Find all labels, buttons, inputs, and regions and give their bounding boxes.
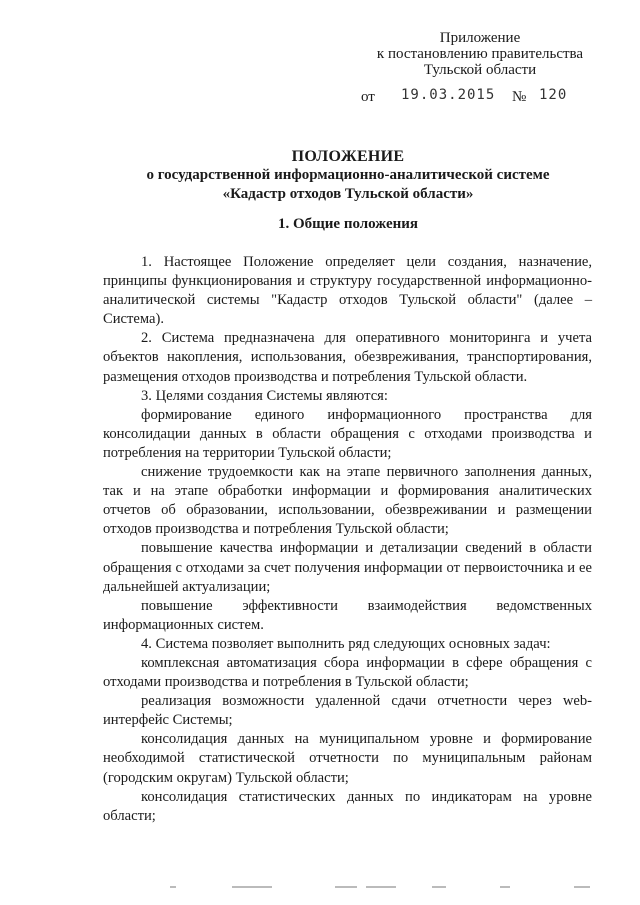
number-label: № bbox=[512, 89, 527, 105]
paragraph-task-4: консолидация статистических данных по индикаторам на уровне области; bbox=[103, 788, 592, 824]
date-label: от bbox=[361, 89, 375, 105]
title-line-3: «Кадастр отходов Тульской области» bbox=[222, 186, 474, 202]
document-number: 120 bbox=[539, 87, 568, 103]
section-body bbox=[103, 253, 592, 826]
paragraph-task-1: комплексная автоматизация сбора информации в сфере обращения с отходами производства и потребления в Тульской области; bbox=[103, 654, 592, 691]
paragraph-goal-3: повышение качества информации и детализации сведений в области обращения с отходами за счет получения информации от первоисточника и ее дальнейшей актуализации; bbox=[103, 540, 592, 595]
title-main: ПОЛОЖЕНИЕ bbox=[291, 148, 405, 165]
paragraph-goal-1: формирование единого информационного пространства для консолидации данных в области обращения с отходами производства и потребления на территории Тульской области; bbox=[103, 406, 592, 461]
appendix-block bbox=[370, 30, 590, 78]
paragraph-goal-2: снижение трудоемкости как на этапе первичного заполнения данных, так и на этапе обработки информации и формирования аналитических отчетов об образовании, использовании, обезвреживании и размещении отходов производства и потребления Тульской области; bbox=[103, 464, 592, 538]
paragraph-task-2: реализация возможности удаленной сдачи отчетности через web-интерфейс Системы; bbox=[103, 693, 592, 729]
appendix-line-3: Тульской области bbox=[423, 62, 537, 78]
document-title bbox=[60, 147, 636, 204]
paragraph-goal-4: повышение эффективности взаимодействия ведомственных информационных систем. bbox=[103, 597, 592, 633]
document-reference bbox=[361, 87, 568, 106]
appendix-line-2: к постановлению правительства bbox=[376, 46, 584, 62]
paragraph-3: 3. Целями создания Системы являются: bbox=[141, 387, 388, 404]
paragraph-1: 1. Настоящее Положение определяет цели создания, назначение, принципы функционирования и структуру государственной информационно-аналитической системы "Кадастр отходов Тульской области" (далее – Система). bbox=[103, 254, 592, 328]
section-heading: 1. Общие положения bbox=[277, 216, 419, 232]
paragraph-task-3: консолидация данных на муниципальном уровне и формирование необходимой статистической отчетности по муниципальным районам (городским округам) Тульской области; bbox=[103, 731, 592, 786]
scan-artifacts bbox=[170, 886, 590, 892]
document-date: 19.03.2015 bbox=[401, 87, 496, 103]
paragraph-2: 2. Система предназначена для оперативного мониторинга и учета объектов накопления, использования, обезвреживания, транспортирования, размещения отходов производства и потребления Тульской области. bbox=[103, 330, 592, 385]
paragraph-4: 4. Система позволяет выполнить ряд следующих основных задач: bbox=[141, 635, 551, 652]
title-line-2: о государственной информационно-аналитической системе bbox=[146, 167, 550, 183]
appendix-line-1: Приложение bbox=[439, 30, 521, 46]
